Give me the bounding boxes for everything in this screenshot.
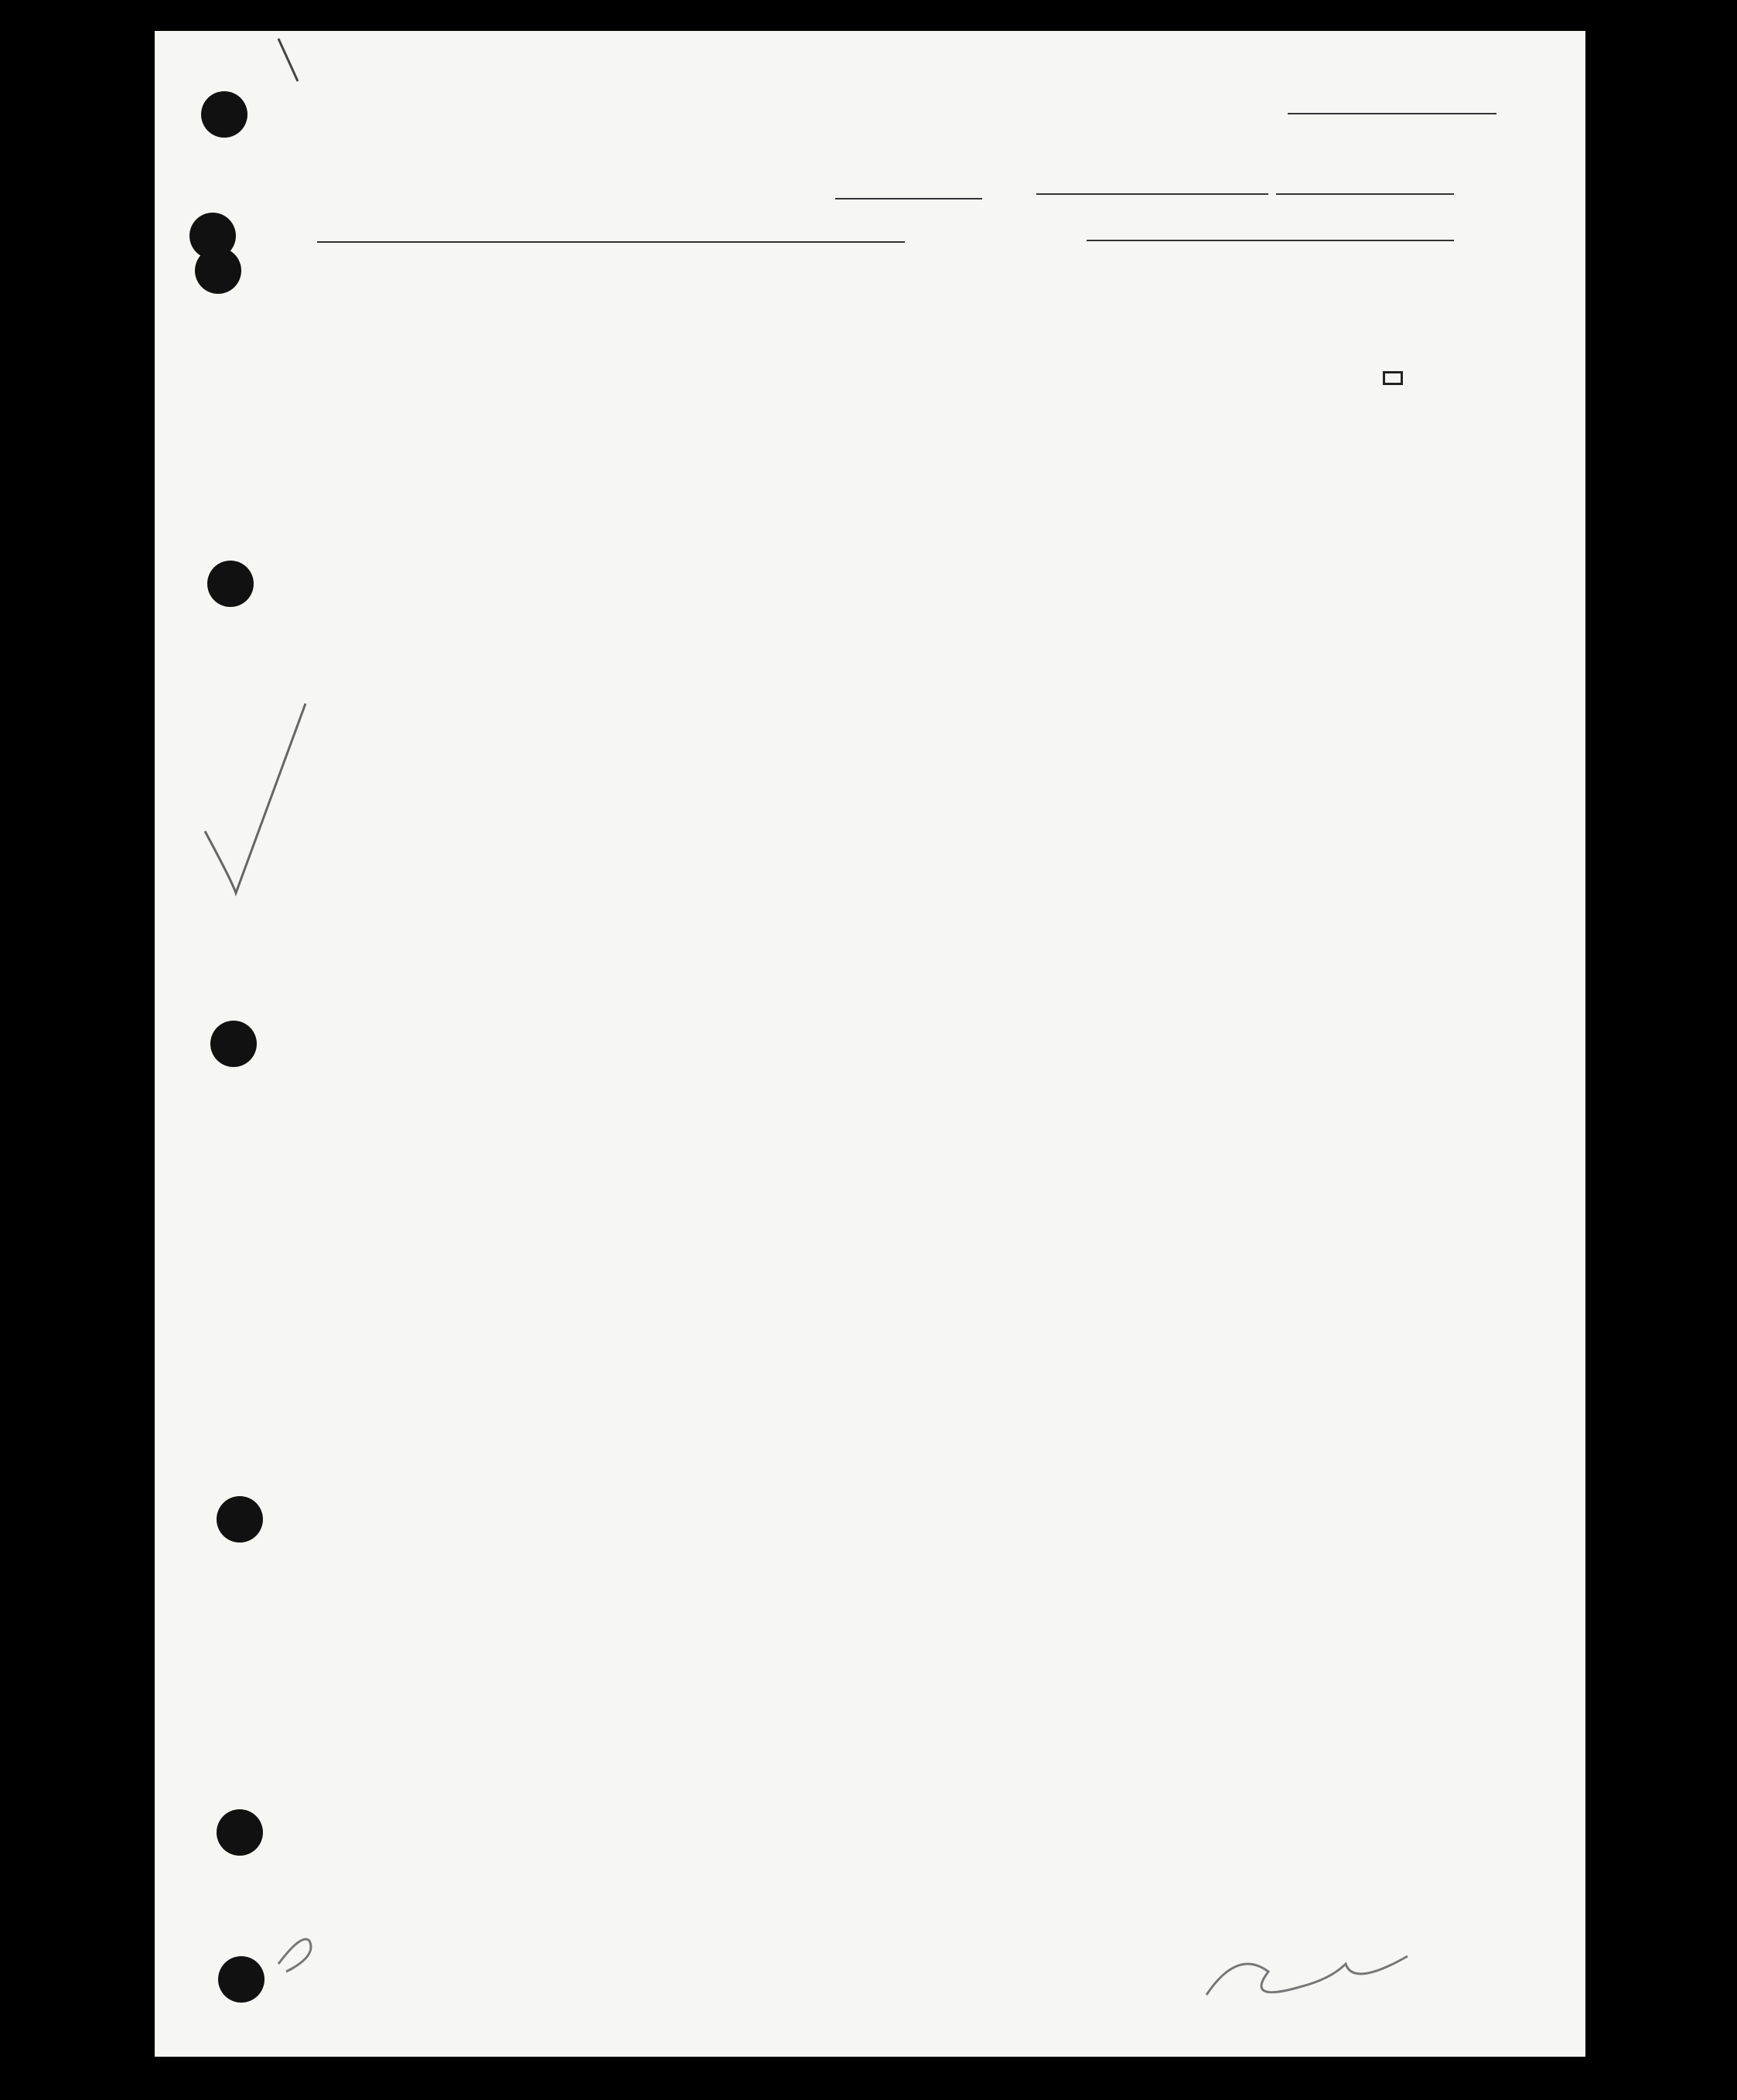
binder-hole xyxy=(207,561,254,607)
underline xyxy=(835,198,982,199)
underline xyxy=(1288,113,1496,114)
binder-hole xyxy=(210,1021,257,1067)
underline xyxy=(317,241,905,243)
binder-hole xyxy=(217,1809,263,1856)
binder-hole xyxy=(195,247,241,294)
binder-hole xyxy=(217,1496,263,1543)
binder-hole xyxy=(201,91,247,138)
underline xyxy=(1087,240,1454,241)
binder-hole xyxy=(218,1956,264,2003)
us-citizen-stamp xyxy=(1383,371,1403,385)
underline xyxy=(1276,193,1454,195)
document-page xyxy=(155,31,1585,2057)
underline xyxy=(1036,193,1268,195)
